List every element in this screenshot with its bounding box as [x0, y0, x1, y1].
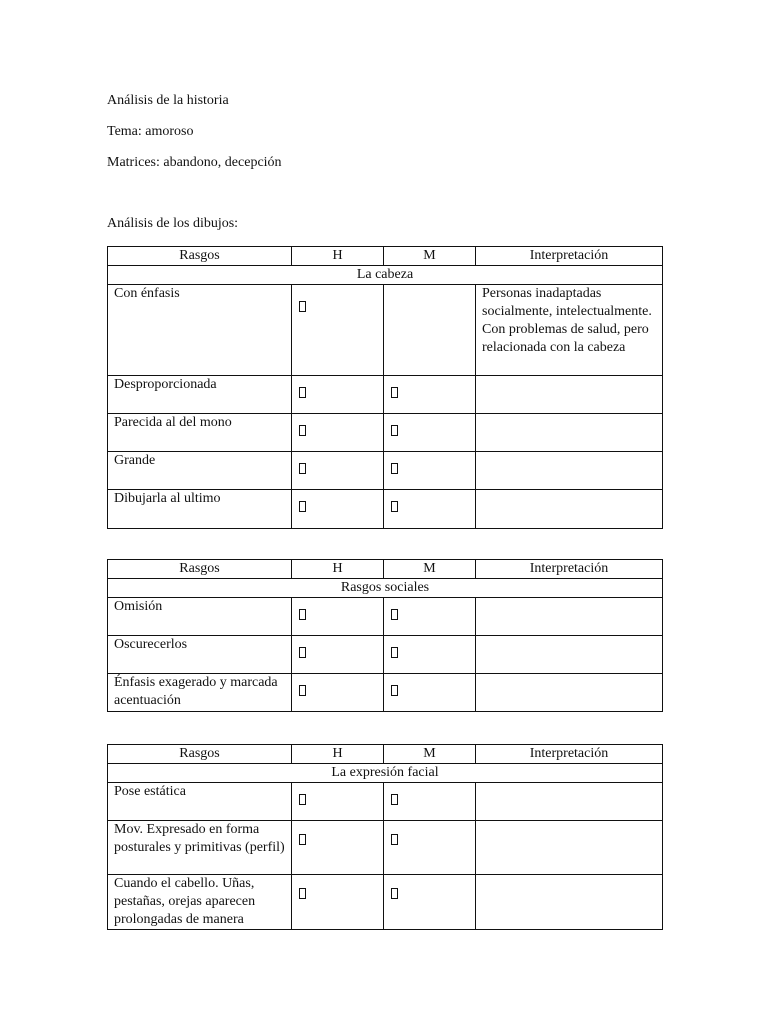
- section-row: [108, 764, 663, 783]
- checkbox-icon: [299, 685, 306, 696]
- m-cell: [384, 376, 476, 414]
- m-cell: [384, 490, 476, 529]
- checkbox-icon: [391, 501, 398, 512]
- h-cell: [292, 490, 384, 529]
- section-title: La expresión facial: [108, 764, 663, 783]
- checkbox-icon: [299, 794, 306, 805]
- rasgo-cell: Pose estática: [108, 783, 292, 821]
- table-row: [108, 598, 663, 636]
- table-header-row: [108, 560, 663, 579]
- m-cell: [384, 452, 476, 490]
- table-row: [108, 674, 663, 712]
- rasgo-cell: Con énfasis: [108, 285, 292, 376]
- section-row: [108, 579, 663, 598]
- interpretacion-cell: [476, 821, 663, 875]
- section-row: [108, 266, 663, 285]
- m-cell: [384, 414, 476, 452]
- table-row: [108, 636, 663, 674]
- matrices-line: Matrices: abandono, decepción: [107, 155, 282, 170]
- rasgo-cell: Parecida al del mono: [108, 414, 292, 452]
- checkbox-icon: [391, 387, 398, 398]
- checkbox-icon: [391, 425, 398, 436]
- interpretacion-cell: [476, 674, 663, 712]
- rasgo-cell: Grande: [108, 452, 292, 490]
- column-header-h: H: [292, 247, 384, 266]
- checkbox-icon: [299, 888, 306, 899]
- rasgo-cell: Omisión: [108, 598, 292, 636]
- analysis-table-rasgos-sociales: [107, 559, 663, 712]
- table-row: [108, 783, 663, 821]
- interpretacion-cell: [476, 490, 663, 529]
- table-row: [108, 452, 663, 490]
- table-row: [108, 821, 663, 875]
- checkbox-icon: [299, 463, 306, 474]
- table-header-row: [108, 247, 663, 266]
- h-cell: [292, 821, 384, 875]
- interpretacion-cell: [476, 636, 663, 674]
- m-cell: [384, 598, 476, 636]
- interpretacion-cell: [476, 414, 663, 452]
- checkbox-icon: [391, 609, 398, 620]
- checkbox-icon: [299, 834, 306, 845]
- checkbox-icon: [391, 794, 398, 805]
- column-header-rasgos: Rasgos: [108, 247, 292, 266]
- table-header-row: [108, 745, 663, 764]
- checkbox-icon: [299, 647, 306, 658]
- column-header-interpretacion: Interpretación: [476, 247, 663, 266]
- m-cell: [384, 636, 476, 674]
- section-title: La cabeza: [108, 266, 663, 285]
- document-title: Análisis de la historia: [107, 93, 229, 108]
- rasgo-cell: Desproporcionada: [108, 376, 292, 414]
- column-header-interpretacion: Interpretación: [476, 560, 663, 579]
- table-row: [108, 875, 663, 930]
- h-cell: [292, 376, 384, 414]
- m-cell: [384, 674, 476, 712]
- rasgo-cell: Énfasis exagerado y marcada acentuación: [108, 674, 292, 712]
- m-cell: [384, 821, 476, 875]
- checkbox-icon: [299, 387, 306, 398]
- drawings-analysis-heading: Análisis de los dibujos:: [107, 216, 239, 231]
- table-row: [108, 490, 663, 529]
- rasgo-cell: Cuando el cabello. Uñas, pestañas, orejas aparecen prolongadas de manera: [108, 875, 292, 930]
- checkbox-icon: [391, 463, 398, 474]
- m-cell: [384, 875, 476, 930]
- interpretacion-cell: [476, 452, 663, 490]
- table-row: [108, 414, 663, 452]
- column-header-interpretacion: Interpretación: [476, 745, 663, 764]
- m-cell: [384, 783, 476, 821]
- column-header-m: M: [384, 247, 476, 266]
- checkbox-icon: [299, 501, 306, 512]
- m-cell: [384, 285, 476, 376]
- analysis-table-expresion-facial: [107, 744, 663, 930]
- h-cell: [292, 452, 384, 490]
- rasgo-cell: Mov. Expresado en forma posturales y primitivas (perfil): [108, 821, 292, 875]
- table-row: [108, 376, 663, 414]
- analysis-table-cabeza: [107, 246, 663, 529]
- table-row: [108, 285, 663, 376]
- interpretacion-cell: [476, 376, 663, 414]
- checkbox-icon: [299, 301, 306, 312]
- checkbox-icon: [391, 834, 398, 845]
- h-cell: [292, 285, 384, 376]
- h-cell: [292, 598, 384, 636]
- rasgo-cell: Dibujarla al ultimo: [108, 490, 292, 529]
- interpretacion-cell: [476, 875, 663, 930]
- checkbox-icon: [299, 609, 306, 620]
- column-header-rasgos: Rasgos: [108, 745, 292, 764]
- column-header-rasgos: Rasgos: [108, 560, 292, 579]
- h-cell: [292, 783, 384, 821]
- h-cell: [292, 414, 384, 452]
- h-cell: [292, 674, 384, 712]
- section-title: Rasgos sociales: [108, 579, 663, 598]
- checkbox-icon: [391, 888, 398, 899]
- interpretacion-cell: [476, 598, 663, 636]
- h-cell: [292, 636, 384, 674]
- tema-line: Tema: amoroso: [107, 124, 194, 139]
- column-header-m: M: [384, 745, 476, 764]
- column-header-m: M: [384, 560, 476, 579]
- interpretacion-cell: [476, 783, 663, 821]
- interpretacion-cell: Personas inadaptadas socialmente, intelectualmente. Con problemas de salud, pero relacionada con la cabeza: [476, 285, 663, 376]
- column-header-h: H: [292, 745, 384, 764]
- checkbox-icon: [299, 425, 306, 436]
- column-header-h: H: [292, 560, 384, 579]
- checkbox-icon: [391, 647, 398, 658]
- checkbox-icon: [391, 685, 398, 696]
- rasgo-cell: Oscurecerlos: [108, 636, 292, 674]
- h-cell: [292, 875, 384, 930]
